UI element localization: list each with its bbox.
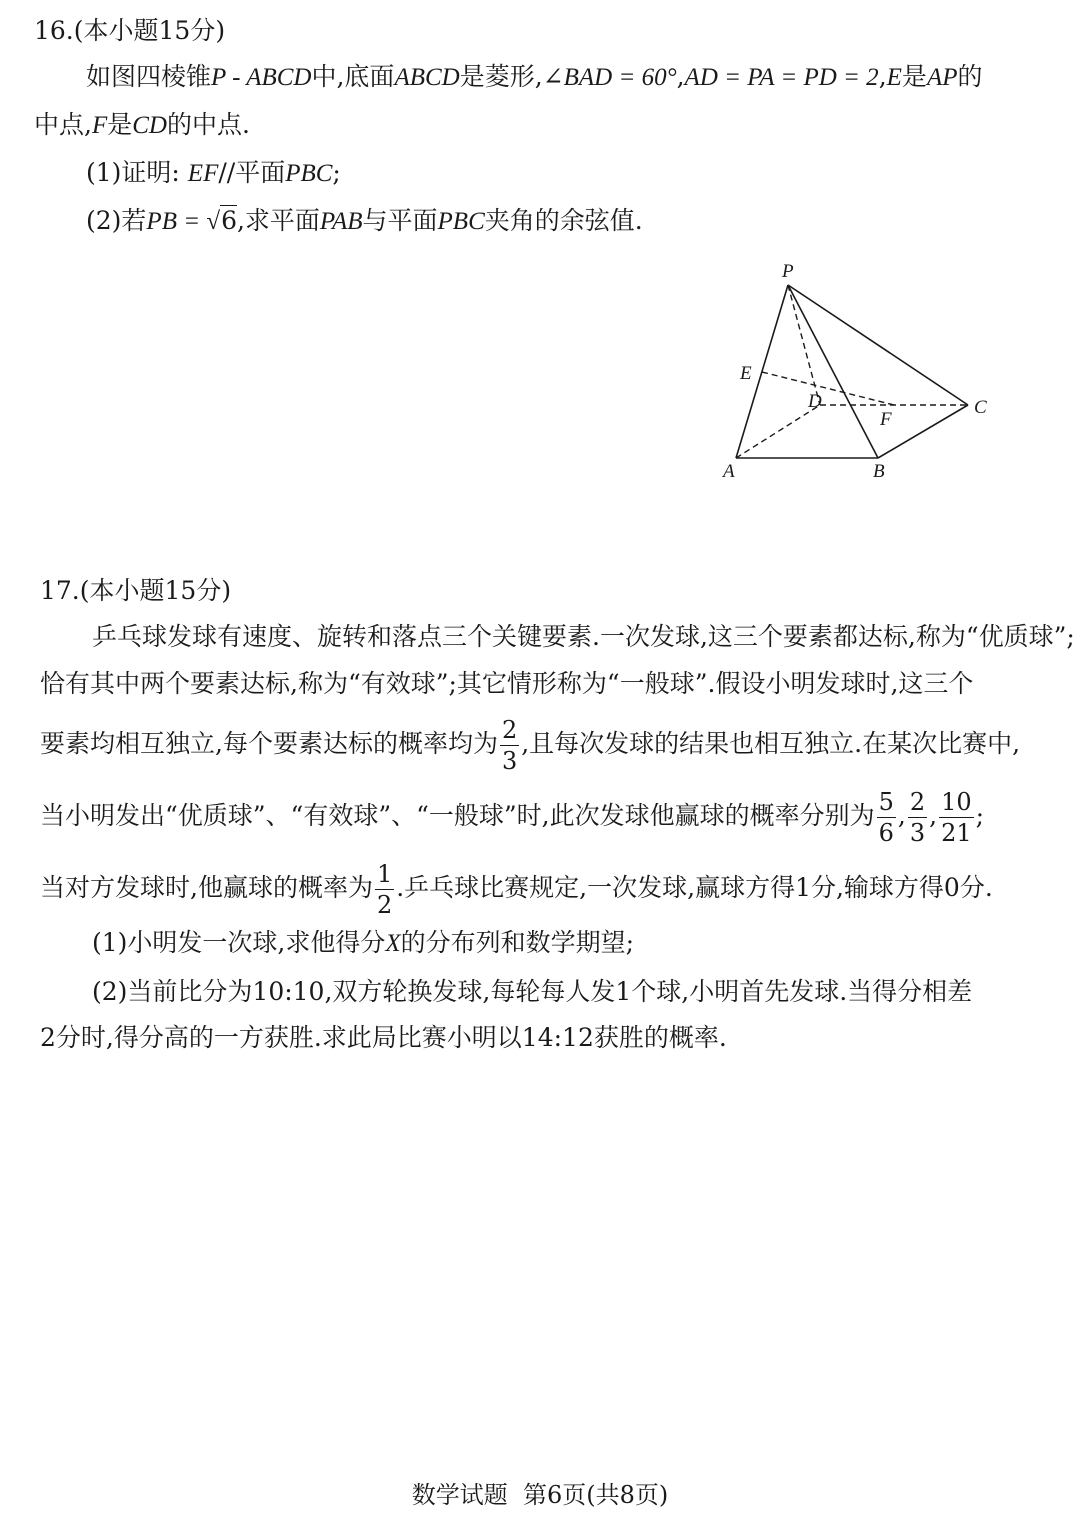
fraction-denominator: 2 bbox=[376, 891, 393, 919]
q16-stem-text: 如图四棱锥 bbox=[86, 62, 212, 91]
q16-stem-line1 bbox=[86, 60, 1080, 95]
q16-part2 bbox=[86, 204, 1080, 239]
fraction-denominator: 3 bbox=[501, 747, 518, 775]
q16-math-e: E bbox=[886, 64, 902, 91]
label-d: D bbox=[808, 391, 822, 412]
label-e: E bbox=[740, 363, 752, 384]
q16-stem-text: 的 bbox=[957, 62, 983, 91]
q17-part1 bbox=[92, 926, 1080, 961]
label-a: A bbox=[723, 461, 735, 482]
q17-part2-line1: (2)当前比分为10:10,双方轮换发球,每轮每人发1个球,小明首先发球.当得分相差 bbox=[92, 977, 973, 1006]
q17-text: , bbox=[929, 801, 938, 830]
fraction-10-21 bbox=[939, 790, 974, 845]
q16-math-ap: AP bbox=[926, 64, 958, 91]
q16-part2-text: (2)若 bbox=[86, 206, 147, 235]
label-f: F bbox=[880, 409, 892, 430]
q17-text: 当小明发出“优质球”、“有效球”、“一般球”时,此次发球他赢球的概率分别为 bbox=[40, 801, 875, 830]
fraction-numerator: 2 bbox=[501, 716, 518, 744]
q17-paragraph-line5 bbox=[40, 862, 1080, 917]
q16-stem-line2 bbox=[34, 108, 1080, 143]
fraction-numerator: 5 bbox=[878, 788, 894, 816]
q16-stem-text: , bbox=[676, 62, 685, 91]
q16-stem-text: 是菱形, bbox=[459, 62, 543, 91]
label-c: C bbox=[974, 397, 987, 418]
q17-paragraph-line2: 恰有其中两个要素达标,称为“有效球”;其它情形称为“一般球”.假设小明发球时,这三个 bbox=[40, 669, 974, 698]
q16-math-cd: CD bbox=[132, 112, 167, 139]
q17-text: 要素均相互独立,每个要素达标的概率均为 bbox=[40, 729, 498, 758]
q17-paragraph-line4 bbox=[40, 790, 1080, 845]
q16-math-pbc2: PBC bbox=[437, 208, 485, 235]
q16-part2-text: ,求平面 bbox=[236, 206, 320, 235]
edge-ad-hidden bbox=[736, 405, 820, 458]
page-footer: 数学试题 第6页(共8页) bbox=[411, 1481, 669, 1509]
fraction-2-3b bbox=[908, 790, 927, 845]
q16-part1 bbox=[86, 156, 1080, 191]
q16-stem-text: 是 bbox=[901, 62, 927, 91]
q16-math-pyramid: P - ABCD bbox=[211, 64, 312, 91]
fraction-numerator: 1 bbox=[376, 860, 393, 888]
q16-stem-text: 中点, bbox=[34, 110, 92, 139]
fraction-2-3 bbox=[500, 718, 519, 773]
q17-text: , bbox=[897, 801, 906, 830]
fraction-denominator: 21 bbox=[941, 819, 972, 847]
q17-text: 当对方发球时,他赢球的概率为 bbox=[40, 873, 373, 902]
q17-text: .乒乓球比赛规定,一次发球,赢球方得1分,输球方得0分. bbox=[396, 873, 993, 902]
q17-text: ; bbox=[975, 801, 985, 830]
q17-paragraph-line3 bbox=[40, 718, 1080, 773]
q16-part2-text: 与平面 bbox=[362, 206, 438, 235]
q16-part1-text: //平面 bbox=[218, 158, 286, 187]
q16-math-base: ABCD bbox=[394, 64, 460, 91]
fraction-numerator: 10 bbox=[941, 788, 972, 816]
q16-math-angle: ∠BAD = 60° bbox=[542, 64, 677, 91]
q17-part1-text: 的分布列和数学期望; bbox=[400, 928, 635, 957]
q16-math-pbc: PBC bbox=[285, 160, 333, 187]
q17-paragraph-line1: 乒乓球发球有速度、旋转和落点三个关键要素.一次发球,这三个要素都达标,称为“优质球”; bbox=[92, 622, 1075, 651]
fraction-numerator: 2 bbox=[909, 788, 926, 816]
q16-math-pab: PAB bbox=[319, 208, 363, 235]
q16-math-sqrt6: 6 bbox=[221, 206, 237, 235]
q16-math-lengths: AD = PA = PD = 2 bbox=[684, 64, 879, 91]
fraction-denominator: 3 bbox=[909, 819, 926, 847]
segment-ef-hidden bbox=[762, 372, 894, 405]
q16-stem-text: 是 bbox=[107, 110, 133, 139]
q17-text: ,且每次发球的结果也相互独立.在某次比赛中, bbox=[521, 729, 1021, 758]
q16-stem-text: 的中点. bbox=[166, 110, 250, 139]
q16-stem-text: 中,底面 bbox=[311, 62, 395, 91]
q16-math-ef: EF bbox=[187, 160, 219, 187]
fraction-5-6 bbox=[877, 790, 896, 845]
q16-part1-text: (1)证明: bbox=[86, 158, 188, 187]
edge-pb bbox=[788, 285, 878, 458]
q17-part2-line2: 2分时,得分高的一方获胜.求此局比赛小明以14:12获胜的概率. bbox=[40, 1023, 727, 1052]
fraction-denominator: 6 bbox=[878, 819, 894, 847]
q16-part1-text: ; bbox=[332, 158, 341, 187]
q16-stem-text: , bbox=[878, 62, 887, 91]
q16-math-f: F bbox=[91, 112, 108, 139]
q17-header: 17.(本小题15分) bbox=[40, 576, 232, 605]
fraction-1-2 bbox=[375, 862, 394, 917]
label-p: P bbox=[782, 261, 794, 282]
q16-math-pb: PB = √ bbox=[146, 208, 221, 235]
q17-part1-text: (1)小明发一次球,求他得分 bbox=[92, 928, 386, 957]
q17-math-x: X bbox=[385, 930, 401, 957]
label-b: B bbox=[873, 461, 885, 482]
q16-header: 16.(本小题15分) bbox=[34, 16, 226, 45]
pyramid-figure bbox=[715, 255, 1005, 490]
q16-part2-text: 夹角的余弦值. bbox=[484, 206, 643, 235]
